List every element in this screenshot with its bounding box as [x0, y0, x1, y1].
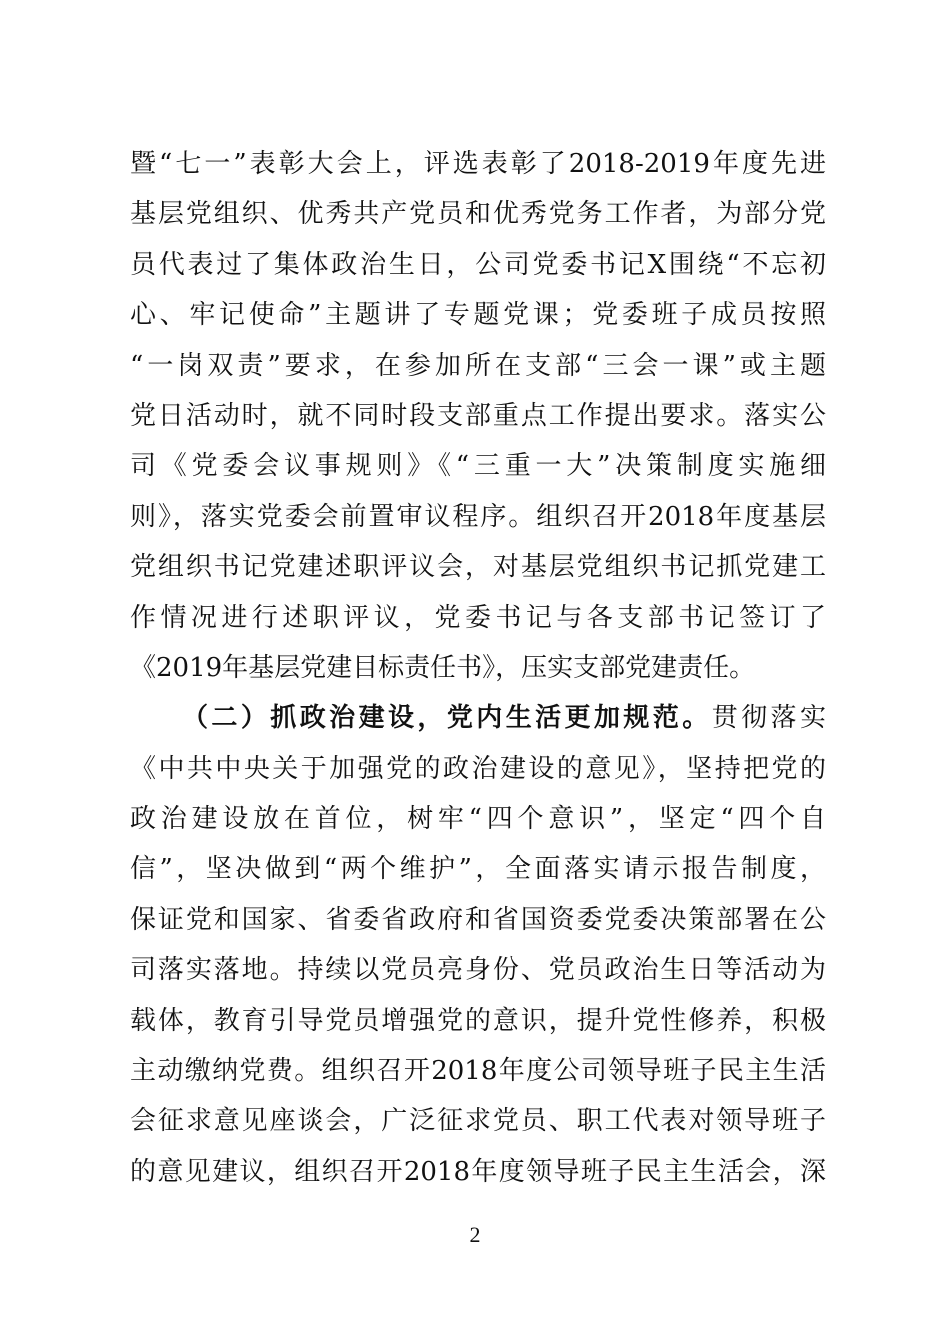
text-line: 政治建设放在首位，树牢“四个意识”，坚定“四个自	[130, 804, 826, 835]
text-line: 载体，教育引导党员增强党的意识，提升党性修养，积极	[130, 1005, 826, 1036]
text-line: 《中共中央关于加强党的政治建设的意见》，坚持把党的	[130, 753, 826, 784]
text-line: 主动缴纳党费。组织召开2018年度公司领导班子民主生活	[130, 1056, 826, 1087]
text-line: 心、牢记使命”主题讲了专题党课；党委班子成员按照	[130, 300, 826, 331]
text-line: 暨“七一”表彰大会上，评选表彰了2018-2019年度先进	[130, 149, 826, 179]
section-first-line	[130, 693, 826, 743]
text-line: 《2019年基层党建目标责任书》，压实支部党建责任。	[130, 652, 756, 683]
text-line: 作情况进行述职评议，党委书记与各支部书记签订了	[130, 602, 826, 633]
text-line: 党组织书记党建述职评议会，对基层党组织书记抓党建工	[130, 552, 826, 583]
text-line: 保证党和国家、省委省政府和省国资委党委决策部署在公	[130, 904, 826, 935]
text-line: 的意见建议，组织召开2018年度领导班子民主生活会，深	[130, 1156, 826, 1187]
section-heading: （二）抓政治建设，党内生活更加规范。	[182, 703, 712, 734]
text-line: 司《党委会议事规则》《“三重一大”决策制度实施细	[130, 451, 826, 482]
text-line: 会征求意见座谈会，广泛征求党员、职工代表对领导班子	[130, 1106, 826, 1137]
text-line: 基层党组织、优秀共产党员和优秀党务工作者，为部分党	[130, 199, 826, 230]
section-heading-continuation: 贯彻落实	[711, 703, 826, 734]
text-line: 党日活动时，就不同时段支部重点工作提出要求。落实公	[130, 400, 826, 431]
text-line: 员代表过了集体政治生日，公司党委书记X围绕“不忘初	[130, 249, 826, 280]
text-line: 司落实落地。持续以党员亮身份、党员政治生日等活动为	[130, 955, 826, 986]
page-number: 2	[469, 1222, 481, 1247]
text-line: “一岗双责”要求，在参加所在支部“三会一课”或主题	[130, 350, 826, 381]
body-text	[130, 139, 826, 1197]
text-line: 则》，落实党委会前置审议程序。组织召开2018年度基层	[130, 501, 826, 532]
text-line: 信”，坚决做到“两个维护”，全面落实请示报告制度，	[130, 854, 826, 885]
